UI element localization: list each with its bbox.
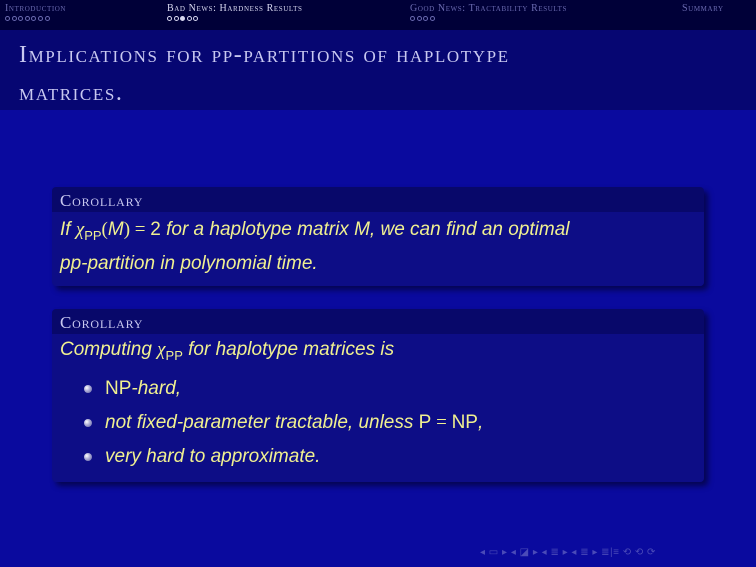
item3-text: very hard to approximate.	[105, 445, 321, 467]
comma: ,	[477, 411, 484, 433]
nav-frame-dot[interactable]	[12, 16, 17, 21]
navigation-headline	[0, 0, 756, 30]
nav-frame-dot[interactable]	[18, 16, 23, 21]
nav-frame-dot[interactable]	[423, 16, 428, 21]
nav-frame-dot[interactable]	[45, 16, 50, 21]
nav-frame-dot[interactable]	[193, 16, 198, 21]
text-computing: Computing	[60, 339, 158, 360]
nav-frame-dot[interactable]	[430, 16, 435, 21]
p-term: P	[418, 411, 432, 433]
nav-frame-dot[interactable]	[38, 16, 43, 21]
nav-section-good-news[interactable]	[410, 3, 567, 14]
item2-text: not fixed-parameter tractable, unless	[105, 411, 419, 433]
nav-frame-dot[interactable]	[167, 16, 172, 21]
nav-frame-dot[interactable]	[5, 16, 10, 21]
bullet-icon	[84, 453, 92, 461]
nav-section-label: Good News: Tractability Results	[410, 3, 567, 14]
chi-symbol: χ	[157, 339, 166, 360]
nav-frame-dot[interactable]	[187, 16, 192, 21]
chi-symbol: χ	[75, 219, 85, 240]
text-if: If	[60, 219, 76, 240]
corollary-block-2	[52, 309, 704, 482]
np-term: NP	[105, 377, 132, 399]
corollary-block-1	[52, 187, 704, 286]
nav-frame-dot[interactable]	[174, 16, 179, 21]
block-title: Corollary	[52, 187, 704, 212]
nav-section-summary[interactable]	[682, 3, 724, 14]
chi-subscript: PP	[165, 347, 183, 363]
corollary2-list	[60, 372, 696, 474]
bullet-icon	[84, 419, 92, 427]
nav-dots-good-news	[410, 16, 435, 21]
frame-title-line2: matrices.	[19, 80, 124, 106]
item1-text: -hard,	[131, 377, 182, 399]
frame-title-line1: Implications for pp-partitions of haplotype	[19, 42, 510, 68]
nav-dots-bad-news	[167, 16, 198, 21]
nav-frame-dot[interactable]	[180, 16, 185, 21]
beamer-navigation-icons[interactable]: ◂ ▭ ▸ ◂ ◪ ▸ ◂ ≣ ▸ ◂ ≣ ▸ ≣|≡ ⟲ ⟲ ⟳	[480, 547, 656, 558]
frame-title	[19, 36, 719, 112]
nav-frame-dot[interactable]	[417, 16, 422, 21]
corollary1-text: for a haplotype matrix M, we can find an optimal	[160, 219, 570, 240]
equals-sign: =	[431, 411, 452, 433]
list-item	[60, 406, 696, 440]
block-body	[52, 212, 704, 286]
nav-section-introduction[interactable]	[5, 3, 66, 14]
frame-title-bar	[0, 30, 756, 110]
list-item	[60, 372, 696, 406]
nav-dots-introduction	[5, 16, 50, 21]
matrix-symbol: M	[107, 219, 124, 240]
corollary2-intro: for haplotype matrices is	[182, 339, 395, 360]
nav-frame-dot[interactable]	[25, 16, 30, 21]
value-two: 2	[150, 219, 161, 240]
nav-frame-dot[interactable]	[31, 16, 36, 21]
paren-open: (	[101, 219, 108, 240]
nav-section-label: Summary	[682, 3, 724, 14]
chi-subscript: PP	[84, 227, 102, 243]
np-term: NP	[451, 411, 478, 433]
list-item	[60, 440, 696, 474]
block-body	[52, 334, 704, 482]
block-title: Corollary	[52, 309, 704, 334]
bullet-icon	[84, 385, 92, 393]
equals-sign: =	[130, 219, 151, 240]
nav-section-label: Introduction	[5, 3, 67, 14]
nav-frame-dot[interactable]	[410, 16, 415, 21]
paren-close: )	[123, 219, 131, 240]
corollary1-text-line2: pp-partition in polynomial time.	[60, 252, 318, 274]
nav-section-bad-news[interactable]	[167, 3, 302, 14]
nav-section-label: Bad News: Hardness Results	[167, 3, 303, 14]
